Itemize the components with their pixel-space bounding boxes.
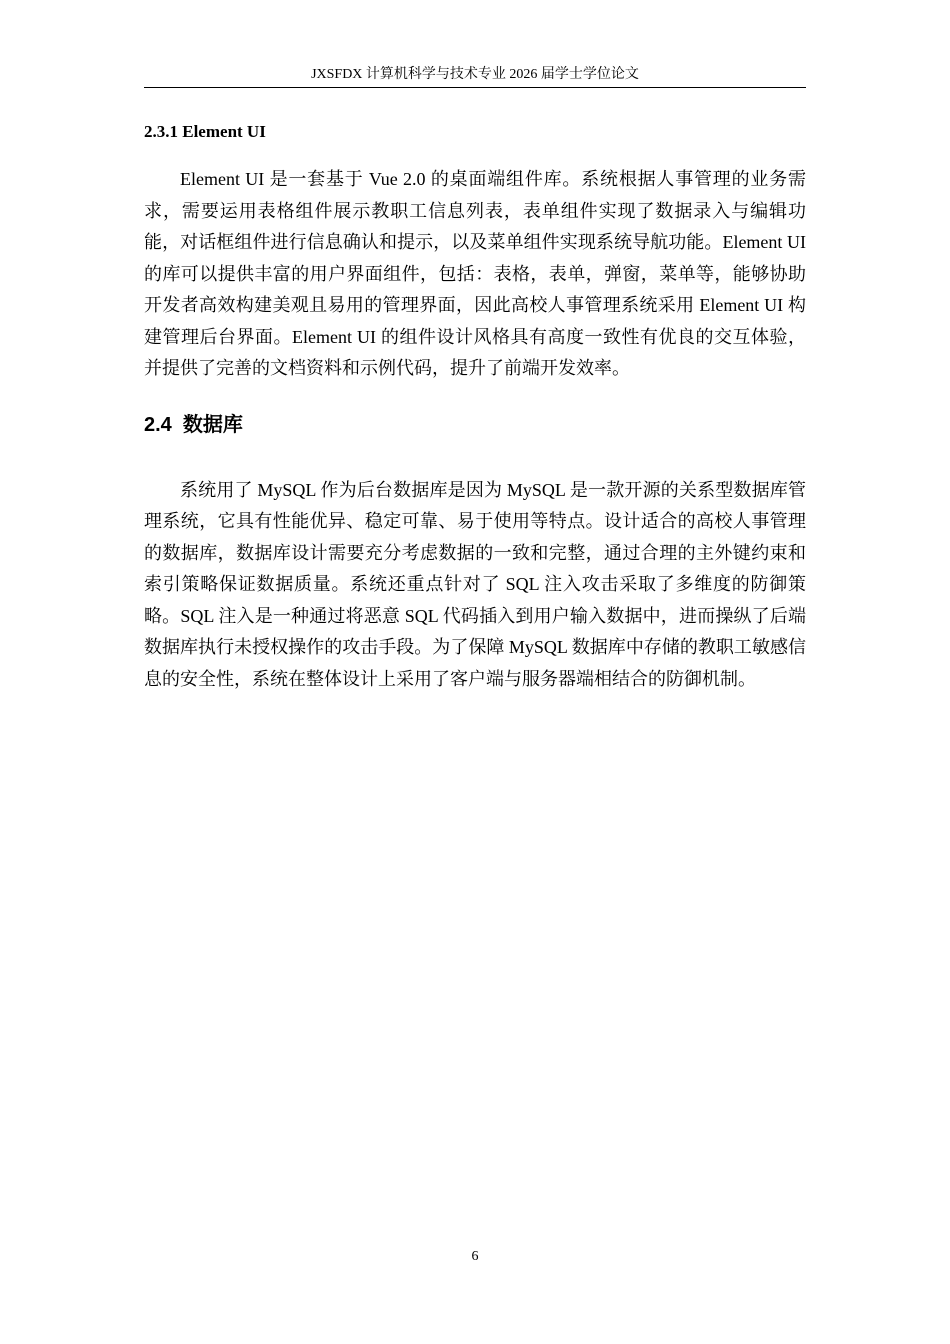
header-divider: [144, 87, 806, 88]
paragraph-database: 系统用了 MySQL 作为后台数据库是因为 MySQL 是一款开源的关系型数据库管理系统，它具有性能优异、稳定可靠、易于使用等特点。设计适合的高校人事管理的数据库，数据库设计需要充分考虑数据的一致和完整，通过合理的主外键约束和索引策略保证数据质量。系统还重点针对了 SQL 注入攻击采取了多维度的防御策略。SQL 注入是一种通过将恶意 SQL 代码插入到用户输入数据中，进而操纵了后端数据库执行未授权操作的攻击手段。为了保障 MySQL 数据库中存储的教职工敏感信息的安全性，系统在整体设计上采用了客户端与服务器端相结合的防御机制。: [144, 479, 806, 689]
page-number: 6: [471, 1249, 479, 1264]
section-heading-2-3-1: 2.3.1 Element UI: [144, 122, 266, 141]
paragraph-element-ui: Element UI 是一套基于 Vue 2.0 的桌面端组件库。系统根据人事管理的业务需求，需要运用表格组件展示教职工信息列表，表单组件实现了数据录入与编辑功能，对话框组件进行信息确认和提示，以及菜单组件实现系统导航功能。Element UI 的库可以提供丰富的用户界面组件，包括：表格，表单，弹窗，菜单等，能够协助开发者高效构建美观且易用的管理界面，因此高校人事管理系统采用 Element UI 构建管理后台界面。Element UI 的组件设计风格具有高度一致性有优良的交互体验，并提供了完善的文档资料和示例代码，提升了前端开发效率。: [144, 169, 806, 378]
section-heading-2-4: 2.4 数据库: [144, 413, 243, 436]
page-body: [144, 120, 806, 695]
running-header: JXSFDX 计算机科学与技术专业 2026 届学士学位论文: [311, 67, 639, 82]
